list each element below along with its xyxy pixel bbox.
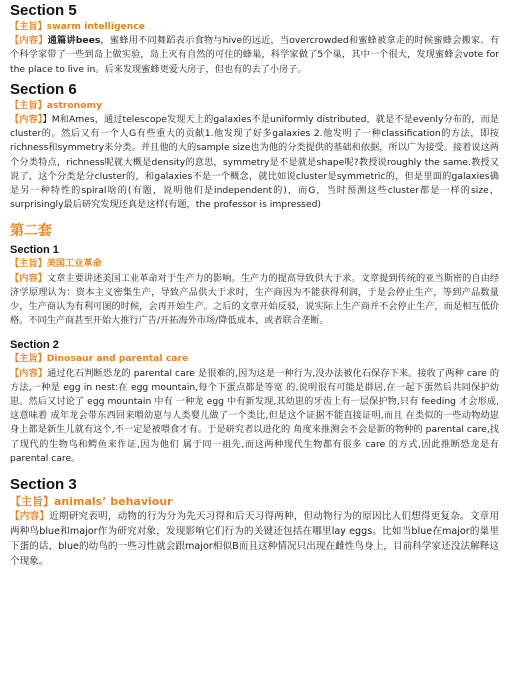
content-text: 】M和Ames，通过telescope发现天上的galaxies不是uniformly distributed，就是不是evenly分布的，而是cluster的。然后又有一个人G有些重大的贡献1.他发现了好多galaxies 2.他发明了一种classification的方法，即按richness和symmetry来分类。并且他的大的sample size也为他的分类提供的基础和依据，所以广为接受。接着说这两个分类特点，richness呢就大概是density的意思，symmetry是不是就是shape呢?教授说roughly the same.教授又说了，这个分类是分cluster的，和galaxies不是一个概念，就比如说cluster是symmetric的，但是里面的galaxies确是另一种特性的spiral啥的(有题，说明他们是independent的)，而G，当时预测这些cluster都是一样的size，surprisingly最后研究发现还真是这样(有题，the professor is impressed) [10,114,499,211]
section-title: Section 6 [10,80,77,98]
content-text: 近期研究表明，动物的行为分为先天习得和后天习得两种，但动物行为的原因比人们想得更复杂。文章用两种鸟blue和major作为研究对象，发现影响它们行为的关键还包括在哪里lay eggs。比如当blue在major的巢里下蛋的话，blue的幼鸟的一些习性就会跟major相似B而且这种情况只出现在雌性鸟身上，目前科学家还没法解释这个现象。 [10,511,500,568]
topic-label: 【主旨】 [10,99,47,111]
content-paragraph [10,367,499,466]
section-6 [10,81,499,213]
content-paragraph [10,509,499,569]
content-label: 【内容】 [10,114,43,126]
topic-label: 【主旨】 [10,258,47,270]
section-5 [10,0,499,77]
content-lead: 通篇讲bees [47,35,101,47]
section-title: Section 2 [10,339,59,352]
content-text: 文章主要讲述美国工业革命对于生产力的影响。生产力的提高导致供大于求。文章提到传统的亚当斯密的自由经济学原理认为：资本主义密集生产，导致产品供大于求时，生产商因为不能获得利润，于是会停止生产，等到产品数量少，生产商认为有利可图的时候，会再开始生产。之后的文章开始反驳，说实际上生产商并不会停止生产，而是相互低价格。不同生产商甚至开始大推行广告/开拓海外市场/降低成本，或者联合垄断。 [10,272,500,327]
set2-section-3 [10,476,499,569]
topic-text: swarm intelligence [46,21,145,32]
topic-line [10,352,499,366]
set2-section-2 [10,338,499,466]
topic-label: 【主旨】 [10,353,47,365]
content-paragraph [10,113,499,212]
set2-section-1 [10,243,499,328]
section-title: Section 3 [10,476,77,494]
topic-line [10,494,499,509]
topic-label: 【主旨】 [10,495,54,509]
topic-text: animals’ behaviour [54,495,173,509]
topic-label: 【主旨】 [10,21,47,32]
topic-text: astronomy [46,99,103,111]
topic-text: Dinosaur and parental care [46,353,189,365]
content-paragraph [10,34,499,77]
topic-text: 美国工业革命 [46,258,102,270]
content-label: 【内容】 [10,367,48,379]
content-paragraph [10,272,499,329]
section-title: Section 1 [10,244,59,257]
topic-line [10,20,499,34]
topic-line [10,99,499,113]
content-label: 【内容】 [10,35,48,47]
set-2 [10,222,499,569]
content-text: ，蜜蜂用不同舞蹈表示食物与hive的远近，当overcrowded和蜜蜂被拿走的时候蜜蜂会搬家。有个科学家带了一些到岛上做实验，岛上灭有自然的可住的蜂巢，科学家做了5个巢，其中一个很大，发现蜜蜂会vote for the place to live in。后来发现蜜蜂更爱大房子，但也有的去了小房子。 [10,35,500,75]
set-title: 第二套 [10,223,52,240]
topic-line [10,257,499,271]
content-label: 【内容】 [10,272,47,284]
content-label: 【内容】 [10,511,50,523]
section-title: Section 5 [10,2,77,19]
content-text: 通过化石判断恐龙的 parental care 是很难的,因为这是一种行为,没办法被化石保存下来。接收了两种 care 的方法,一种是 egg in nest:在 egg mountain,每个下蛋点都是等宽 的,说明很有可能是群居,在一起下蛋然后共同保护幼崽。然后又讨论了 egg mountain 中有 一种龙 egg 中有新发现,其幼崽的牙齿上有一层保护物,只有 feeding 才会形成,这意味着 成年龙会带东西回来喂幼崽与人类婴儿做了一个类比,但是这个证据不能直接证明,而且 在类似的一些动物幼崽身上都是新生儿就有这个,不一定是被喂食才有。于是研究者以进化的 角度来推测会不会是新的物种的 parental care,找了现代的生物鸟和鳄鱼来作证,因为他们 属于同一祖先,而这两种现代生物都有很多 care 的方式,因此推断恐龙是有 parental care。 [10,367,500,464]
